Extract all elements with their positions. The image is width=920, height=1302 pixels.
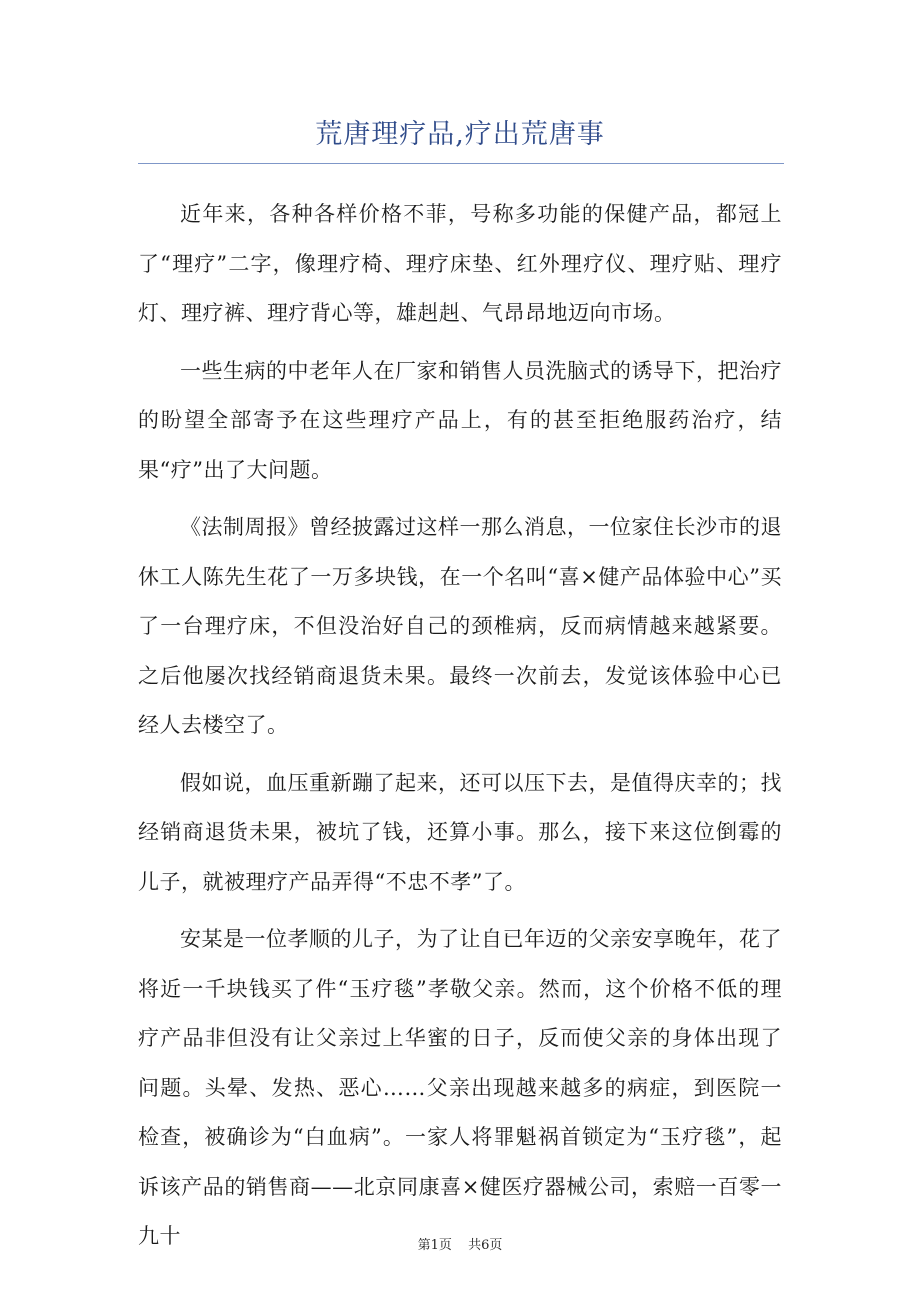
paragraph-1: 近年来，各种各样价格不菲，号称多功能的保健产品，都冠上了“理疗”二字，像理疗椅、理疗床垫、红外理疗仪、理疗贴、理疗灯、理疗裤、理疗背心等，雄赳赳、气昂昂地迈向市场。	[138, 202, 782, 325]
paragraph-4: 假如说，血压重新蹦了起来，还可以压下去，是值得庆幸的；找经销商退货未果，被坑了钱，还算小事。那么，接下来这位倒霉的儿子，就被理疗产品弄得“不忠不孝”了。	[138, 770, 782, 894]
paragraph-3: 《法制周报》曾经披露过这样一那么消息，一位家住长沙市的退休工人陈先生花了一万多块钱，在一个名叫“喜×健产品体验中心”买了一台理疗床，不但没治好自己的颈椎病，反而病情越来越紧要。之后他屡次找经销商退货未果。最终一次前去，发觉该体验中心已经人去楼空了。	[138, 515, 782, 737]
page-number-current: 第1页	[417, 1238, 452, 1253]
page-footer	[0, 1234, 920, 1253]
title-divider	[138, 163, 784, 164]
page-number-total: 共6页	[468, 1238, 503, 1253]
document-body	[138, 190, 782, 1270]
paragraph-5: 安某是一位孝顺的儿子，为了让自已年迈的父亲安享晚年，花了将近一千块钱买了件“玉疗毯”孝敬父亲。然而，这个价格不低的理疗产品非但没有让父亲过上华蜜的日子，反而使父亲的身体出现了问题。头晕、发热、恶心……父亲出现越来越多的病症，到医院一检查，被确诊为“白血病”。一家人将罪魁祸首锁定为“玉疗毯”，起诉该产品的销售商——北京同康喜×健医疗器械公司，索赔一百零一九十	[138, 927, 782, 1248]
page-title: 荒唐理疗品,疗出荒唐事	[315, 119, 605, 150]
paragraph-2: 一些生病的中老年人在厂家和销售人员洗脑式的诱导下，把治疗的盼望全部寄予在这些理疗产品上，有的甚至拒绝服药治疗，结果“疗”出了大问题。	[138, 358, 782, 482]
